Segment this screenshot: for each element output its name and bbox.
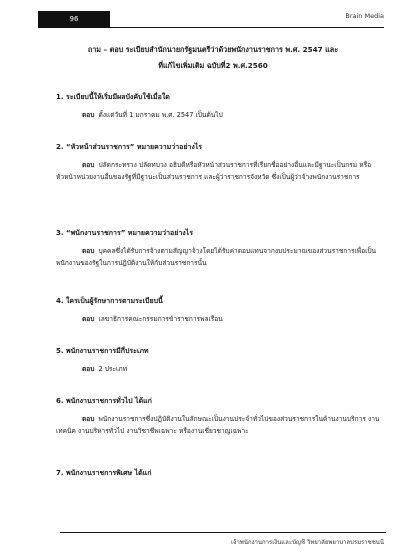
qa-list — [56, 92, 386, 479]
page-number: 96 — [38, 11, 110, 28]
answer-text — [56, 109, 386, 121]
answer-text — [56, 363, 386, 375]
question-text: 7. พนักงานราชการพิเศษ ได้แก่ — [56, 469, 152, 477]
footer-rule — [60, 532, 386, 533]
qa-item — [56, 346, 386, 396]
answer-label: ตอบ — [82, 315, 95, 323]
page-footer: เจ้าพนักงานการเงินและบัญชี วิทยาลัยพยาบาลบรมราชชนนี — [230, 539, 384, 546]
question-text: 4. ใครเป็นผู้รักษาการตามระเบียบนี้ — [56, 297, 163, 305]
answer-text — [56, 159, 386, 183]
qa-item — [56, 142, 386, 228]
answer-text — [56, 413, 386, 437]
page-header — [38, 11, 384, 28]
qa-item — [56, 296, 386, 346]
question-text: 5. พนักงานราชการมีกี่ประเภท — [56, 347, 149, 355]
answer-body: ตั้งแต่วันที่ 1 มกราคม พ.ศ. 2547 เป็นต้นไป — [98, 111, 223, 119]
answer-label: ตอบ — [82, 111, 95, 119]
qa-item — [56, 92, 386, 142]
title-line-1: ถาม – ตอบ ระเบียบสำนักนายกรัฐมนตรีว่าด้วยพนักงานราชการ พ.ศ. 2547 และ — [87, 45, 339, 54]
question-text: 1. ระเบียบนี้ให้เริ่มมีผลบังคับใช้เมื่อใด — [56, 93, 170, 101]
answer-text — [56, 245, 386, 269]
answer-body: บุคคลซึ่งได้รับการจ้างตามสัญญาจ้างโดยได้รับค่าตอบแทนจากงบประมาณของส่วนราชการเพื่อเป็นพนักงานของรัฐในการปฏิบัติงานให้กับส่วนราชการนั้น — [56, 247, 377, 267]
qa-item — [56, 396, 386, 468]
answer-label: ตอบ — [82, 161, 95, 169]
answer-body: เลขาธิการคณะกรรมการข้าราชการพลเรือน — [98, 315, 223, 323]
qa-item — [56, 228, 386, 296]
header-rule — [110, 27, 384, 28]
answer-label: ตอบ — [82, 365, 95, 373]
brand-name: Brain Media — [345, 12, 384, 20]
title-line-2: ที่แก้ไขเพิ่มเติม ฉบับที่2 พ.ศ.2560 — [158, 61, 268, 70]
answer-label: ตอบ — [82, 415, 95, 423]
document-title — [40, 42, 386, 74]
qa-item — [56, 468, 386, 479]
answer-body: 2 ประเภท — [98, 365, 127, 373]
answer-text — [56, 313, 386, 325]
question-text: 6. พนักงานราชการทั่วไป ได้แก่ — [56, 397, 152, 405]
question-text: 3. “พนักงานราชการ” หมายความว่าอย่างไร — [56, 229, 193, 237]
answer-body: พนักงานราชการซึ่งปฏิบัติงานในลักษณะเป็นงานประจำทั่วไปของส่วนราชการในด้านงานบริการ งานเทคนิค งานบริหารทั่วไป งานวิชาชีพเฉพาะ หรืองานเชี่ยวชาญเฉพาะ — [56, 415, 380, 435]
answer-body: ปลัดกระทรวง ปลัดทบวง อธิบดีหรือหัวหน้าส่วนราชการที่เรียกชื่ออย่างอื่นและมีฐานะเป็นกรม หรือหัวหน้าหน่วยงานอื่นของรัฐที่มีฐานะเป็นส่วนราชการ และผู้ว่าราชการจังหวัด ซึ่งเป็นผู้ว่าจ้างพนักงานราชการ — [56, 161, 372, 181]
answer-label: ตอบ — [82, 247, 95, 255]
question-text: 2. “หัวหน้าส่วนราชการ” หมายความว่าอย่างไร — [56, 143, 203, 151]
